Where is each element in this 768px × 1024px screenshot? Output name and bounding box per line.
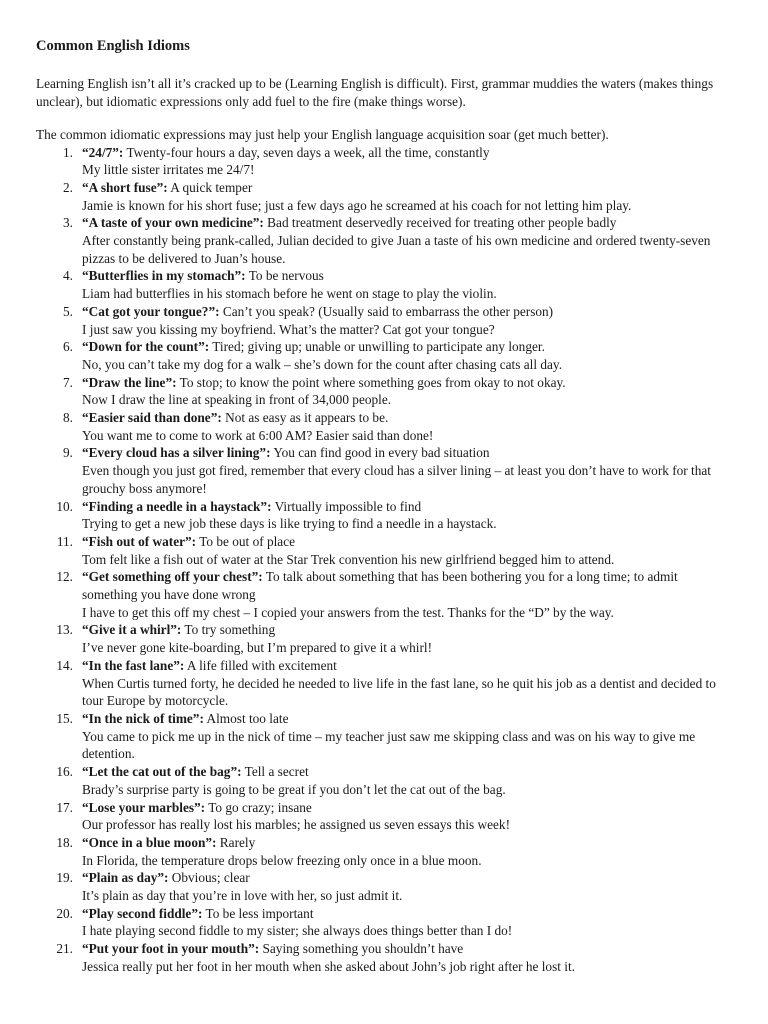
idiom-example: Trying to get a new job these days is like trying to find a needle in a haystack. <box>82 516 497 532</box>
idiom-example: No, you can’t take my dog for a walk – she’s down for the count after chasing cats all day. <box>82 356 563 372</box>
idiom-definition: Virtually impossible to find <box>271 498 422 514</box>
idiom-term: “Put your foot in your mouth”: <box>82 941 260 957</box>
idiom-number: 21. <box>56 941 73 957</box>
idiom-term: “Plain as day”: <box>82 870 169 886</box>
idiom-definition: Rarely <box>216 834 256 850</box>
idiom-definition: To be out of place <box>196 533 296 549</box>
idiom-term: “Every cloud has a silver lining”: <box>82 445 271 461</box>
idiom-number: 1. <box>63 144 73 160</box>
idiom-number: 19. <box>56 870 73 886</box>
idiom-example: My little sister irritates me 24/7! <box>82 162 255 178</box>
idiom-item <box>36 214 724 267</box>
idiom-example: You came to pick me up in the nick of time – my teacher just saw me skipping class and was on his way to give me detention. <box>82 728 696 762</box>
idiom-number: 17. <box>56 799 73 815</box>
idiom-item <box>36 940 724 975</box>
idiom-definition: Saying something you shouldn’t have <box>259 941 464 957</box>
idiom-item <box>36 568 724 621</box>
idiom-term: “Let the cat out of the bag”: <box>82 764 242 780</box>
idiom-example: Even though you just got fired, remember that every cloud has a silver lining – at least you don’t have to work for that grouchy boss anymore! <box>82 463 711 496</box>
idiom-term: “Butterflies in my stomach”: <box>82 268 246 284</box>
idiom-term: “Cat got your tongue?”: <box>82 303 220 319</box>
idiom-definition: To be less important <box>202 905 314 921</box>
idiom-number: 5. <box>63 303 73 319</box>
idiom-item <box>36 621 724 656</box>
idiom-definition: Tired; giving up; unable or unwilling to participate any longer. <box>209 339 545 355</box>
idiom-definition: Not as easy as it appears to be. <box>221 410 389 426</box>
idiom-number: 15. <box>56 711 73 726</box>
idiom-number: 9. <box>63 445 73 461</box>
idiom-item <box>36 905 724 940</box>
idiom-number: 18. <box>56 834 73 850</box>
idiom-item <box>36 763 724 798</box>
idiom-number: 13. <box>56 622 73 638</box>
idiom-example: Tom felt like a fish out of water at the Star Trek convention his new girlfriend begged him to attend. <box>82 551 615 567</box>
idiom-item <box>36 303 724 338</box>
idiom-example: I just saw you kissing my boyfriend. What’s the matter? Cat got your tongue? <box>82 321 495 337</box>
idiom-definition: Bad treatment deservedly received for treating other people badly <box>263 215 617 231</box>
lead-sentence: The common idiomatic expressions may just help your English language acquisition soar (get much better). <box>36 127 609 142</box>
idiom-item <box>36 144 724 179</box>
idiom-term: “Finding a needle in a haystack”: <box>82 498 272 514</box>
idiom-item <box>36 374 724 409</box>
idiom-term: “Give it a whirl”: <box>82 622 182 638</box>
idiom-definition: To be nervous <box>245 268 324 284</box>
idiom-example: Now I draw the line at speaking in front of 34,000 people. <box>82 392 392 408</box>
idiom-item <box>36 710 724 763</box>
idiom-definition: A quick temper <box>167 179 253 195</box>
idiom-item <box>36 267 724 302</box>
idiom-list <box>36 144 724 976</box>
idiom-term: “In the fast lane”: <box>82 657 185 673</box>
idiom-item <box>36 409 724 444</box>
idiom-number: 3. <box>63 215 73 231</box>
idiom-term: “24/7”: <box>82 144 124 160</box>
idiom-example: Brady’s surprise party is going to be great if you don’t let the cat out of the bag. <box>82 781 506 797</box>
idiom-term: “Play second fiddle”: <box>82 905 203 921</box>
idiom-item <box>36 834 724 869</box>
idiom-term: “Down for the count”: <box>82 339 210 355</box>
idiom-definition: Almost too late <box>203 711 289 726</box>
idiom-example: Jamie is known for his short fuse; just a few days ago he screamed at his coach for not letting him play. <box>82 197 632 213</box>
idiom-example: It’s plain as day that you’re in love with her, so just admit it. <box>82 888 403 904</box>
idiom-item <box>36 869 724 904</box>
idiom-definition: To stop; to know the point where something goes from okay to not okay. <box>176 374 566 390</box>
idiom-number: 12. <box>56 569 73 585</box>
idiom-example: After constantly being prank-called, Julian decided to give Juan a taste of his own medicine and ordered twenty-seven pizzas to be delivered to Juan’s house. <box>82 233 711 266</box>
idiom-example: Jessica really put her foot in her mouth when she asked about John’s job right after he lost it. <box>82 958 575 974</box>
idiom-term: “A short fuse”: <box>82 179 168 195</box>
idiom-definition: To talk about something that has been bothering you for a long time; to admit something you have done wrong <box>82 569 678 603</box>
idiom-item <box>36 533 724 568</box>
idiom-example: I have to get this off my chest – I copied your answers from the test. Thanks for the “D” by the way. <box>82 604 614 620</box>
idiom-definition: Obvious; clear <box>168 870 250 886</box>
idiom-definition: You can find good in every bad situation <box>270 445 490 461</box>
idiom-number: 10. <box>56 498 73 514</box>
idiom-number: 8. <box>63 410 73 426</box>
idiom-number: 7. <box>63 374 73 390</box>
idiom-term: “Once in a blue moon”: <box>82 834 217 850</box>
idiom-example: When Curtis turned forty, he decided he needed to live life in the fast lane, so he quit his job as a dentist and decided to tour Europe by motorcycle. <box>82 675 716 709</box>
idiom-term: “Easier said than done”: <box>82 410 222 426</box>
idiom-definition: Tell a secret <box>241 764 309 780</box>
idiom-example: I’ve never gone kite-boarding, but I’m prepared to give it a whirl! <box>82 640 433 656</box>
idiom-term: “Get something off your chest”: <box>82 569 263 585</box>
idiom-definition: To try something <box>181 622 276 638</box>
idiom-term: “Lose your marbles”: <box>82 799 206 815</box>
idiom-item <box>36 657 724 710</box>
idiom-definition: A life filled with excitement <box>184 657 337 673</box>
idiom-example: In Florida, the temperature drops below freezing only once in a blue moon. <box>82 852 482 868</box>
idiom-number: 16. <box>56 764 73 780</box>
idiom-definition: Twenty-four hours a day, seven days a week, all the time, constantly <box>123 144 490 160</box>
idiom-term: “In the nick of time”: <box>82 711 204 726</box>
document-title: Common English Idioms <box>36 38 190 54</box>
idiom-item <box>36 444 724 497</box>
idiom-number: 2. <box>63 179 73 195</box>
idiom-example: Our professor has really lost his marbles; he assigned us seven essays this week! <box>82 817 510 833</box>
idiom-number: 11. <box>56 533 73 549</box>
idiom-definition: Can’t you speak? (Usually said to embarrass the other person) <box>219 303 554 319</box>
idiom-item <box>36 179 724 214</box>
idiom-item <box>36 338 724 373</box>
idiom-example: Liam had butterflies in his stomach before he went on stage to play the violin. <box>82 286 497 302</box>
idiom-definition: To go crazy; insane <box>205 799 312 815</box>
idiom-number: 6. <box>63 339 73 355</box>
idiom-term: “A taste of your own medicine”: <box>82 215 264 231</box>
intro-paragraph: Learning English isn’t all it’s cracked up to be (Learning English is difficult). First, grammar muddies the waters (makes things unclear), but idiomatic expressions only add fuel to the fire (make things worse). <box>36 76 714 109</box>
idiom-number: 14. <box>56 657 73 673</box>
idiom-number: 20. <box>56 905 73 921</box>
idiom-term: “Draw the line”: <box>82 374 177 390</box>
idiom-term: “Fish out of water”: <box>82 533 197 549</box>
idiom-example: I hate playing second fiddle to my sister; she always does things better than I do! <box>82 923 513 939</box>
idiom-item <box>36 498 724 533</box>
idiom-example: You want me to come to work at 6:00 AM? Easier said than done! <box>82 427 434 443</box>
idiom-number: 4. <box>63 268 73 284</box>
idiom-item <box>36 799 724 834</box>
